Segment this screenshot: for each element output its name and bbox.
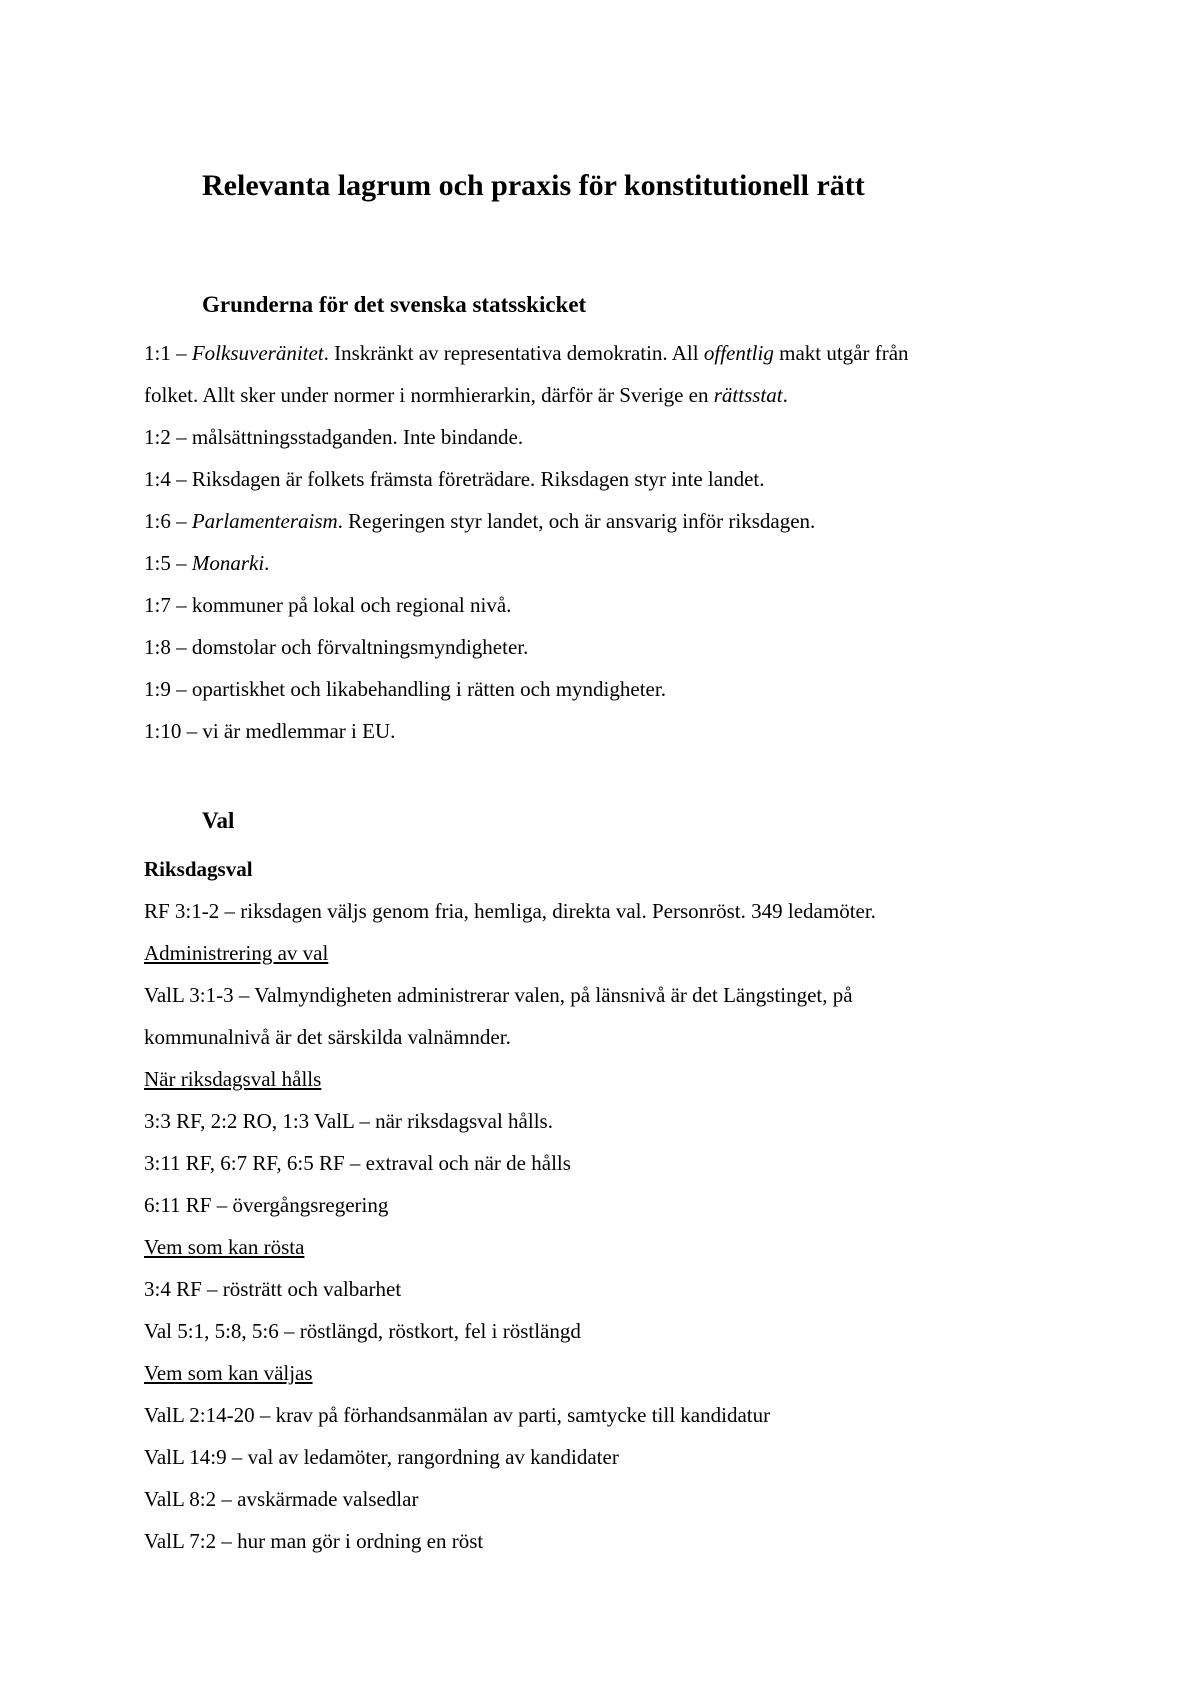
paragraph-line: 6:11 RF – övergångsregering [144,1193,389,1217]
section-heading-grunderna: Grunderna för det svenska statsskicket [202,292,587,317]
paragraph-line [144,380,788,410]
text-run: . [264,551,270,575]
text-run: 1:5 – [144,551,192,575]
paragraph-line: ValL 14:9 – val av ledamöter, rangordning av kandidater [144,1445,619,1469]
paragraph-line: RF 3:1-2 – riksdagen väljs genom fria, hemliga, direkta val. Personröst. 349 ledamöter. [144,899,876,923]
underlined-subtopic: Administrering av val [144,941,329,965]
paragraph-line: 1:8 – domstolar och förvaltningsmyndigheter. [144,635,529,659]
paragraph-line: 1:4 – Riksdagen är folkets främsta företrädare. Riksdagen styr inte landet. [144,467,765,491]
subheading-riksdagsval: Riksdagsval [144,857,253,881]
text-run: 1:6 – [144,509,192,533]
paragraph-line: 1:7 – kommuner på lokal och regional nivå. [144,593,512,617]
paragraph-line: ValL 7:2 – hur man gör i ordning en röst [144,1529,484,1553]
paragraph-line: 3:11 RF, 6:7 RF, 6:5 RF – extraval och när de hålls [144,1151,571,1175]
paragraph-line: kommunalnivå är det särskilda valnämnder. [144,1025,511,1049]
underlined-subtopic: Vem som kan rösta [144,1235,305,1259]
underlined-subtopic: Vem som kan väljas [144,1361,313,1385]
italic-term: Folksuveränitet [191,341,324,365]
section-heading-val: Val [202,808,235,833]
text-run: . Regeringen styr landet, och är ansvarig inför riksdagen. [337,509,816,533]
italic-term: offentlig [703,341,774,365]
italic-term: Monarki [191,551,265,575]
paragraph-line: 1:2 – målsättningsstadganden. Inte bindande. [144,425,524,449]
paragraph-line: 1:9 – opartiskhet och likabehandling i rätten och myndigheter. [144,677,666,701]
paragraph-line [144,548,269,578]
text-run: . [782,383,788,407]
text-run: makt utgår från [773,341,909,365]
paragraph-line: 1:10 – vi är medlemmar i EU. [144,719,396,743]
paragraph-line: 3:3 RF, 2:2 RO, 1:3 ValL – när riksdagsval hålls. [144,1109,553,1133]
text-run: folket. Allt sker under normer i normhierarkin, därför är Sverige en [144,383,714,407]
paragraph-line: 3:4 RF – rösträtt och valbarhet [144,1277,402,1301]
paragraph-line: ValL 2:14-20 – krav på förhandsanmälan av parti, samtycke till kandidatur [144,1403,771,1427]
italic-term: rättsstat [713,383,783,407]
document-title: Relevanta lagrum och praxis för konstitutionell rätt [202,169,865,202]
text-run: . Inskränkt av representativa demokratin. All [323,341,704,365]
paragraph-line: ValL 3:1-3 – Valmyndigheten administrerar valen, på länsnivå är det Längstinget, på [144,983,853,1007]
underlined-subtopic: När riksdagsval hålls [144,1067,322,1091]
italic-term: Parlamenteraism [191,509,338,533]
paragraph-line [144,506,815,536]
paragraph-line: Val 5:1, 5:8, 5:6 – röstlängd, röstkort, fel i röstlängd [144,1319,581,1343]
text-run: 1:1 – [144,341,192,365]
paragraph-line [144,338,909,368]
paragraph-line: ValL 8:2 – avskärmade valsedlar [144,1487,419,1511]
